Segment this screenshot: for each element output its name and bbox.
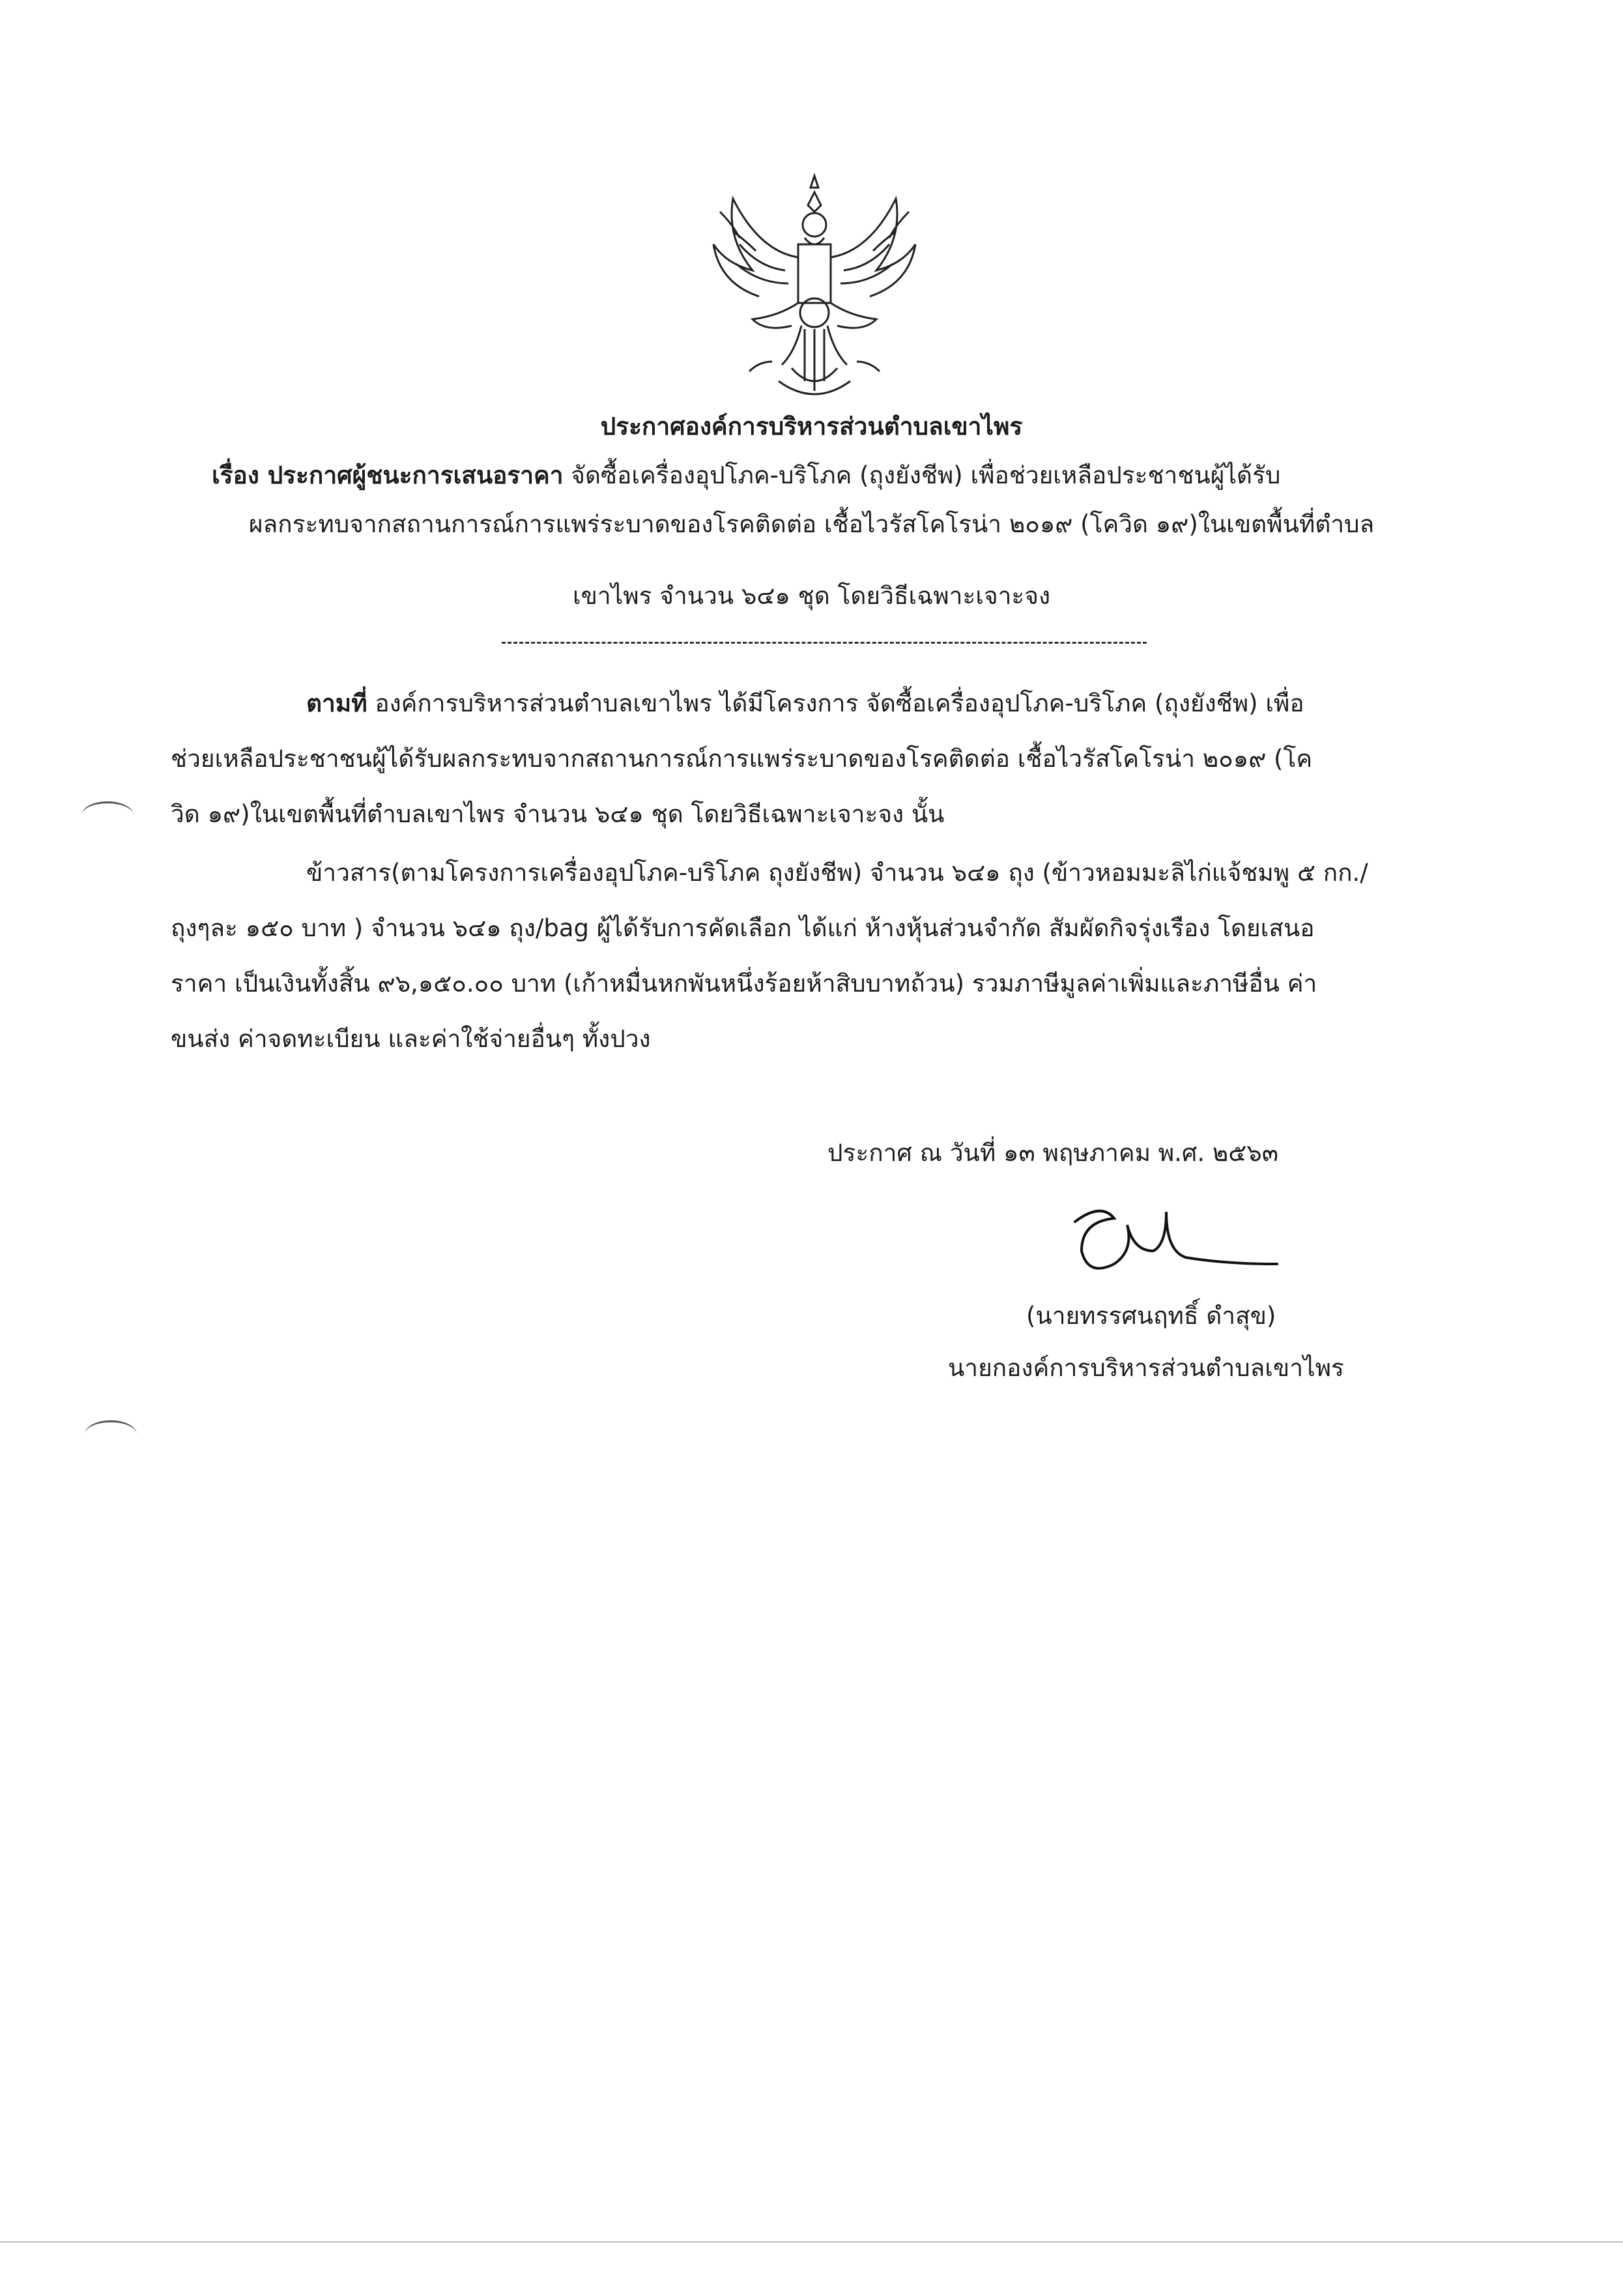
signature-icon (1062, 1196, 1284, 1287)
paragraph-1-line-1-text: องค์การบริหารส่วนตำบลเขาไพร ได้มีโครงการ จัดซื้อเครื่องอุปโภค-บริโภค (ถุงยังชีพ) เพื่อ (375, 689, 1304, 717)
subject-line-1-text: จัดซื้อเครื่องอุปโภค-บริโภค (ถุงยังชีพ) เพื่อช่วยเหลือประชาชนผู้ได้รับ (571, 461, 1281, 489)
subject-line-3: เขาไพร จำนวน ๖๔๑ ชุด โดยวิธีเฉพาะเจาะจง (572, 582, 1051, 610)
paragraph-1-line-1 (306, 687, 1304, 720)
subject-label: เรื่อง ประกาศผู้ชนะการเสนอราคา (212, 461, 564, 489)
subject-line-1 (212, 459, 1280, 492)
paragraph-2-line-2: ถุงๆละ ๑๕๐ บาท ) จำนวน ๖๔๑ ถุง/bag ผู้ได้รับการคัดเลือก ได้แก่ ห้างหุ้นส่วนจำกัด สัมผัดกิจรุ่งเรือง โดยเสนอ (171, 914, 1315, 942)
separator-line (502, 642, 1147, 644)
signatory-name: (นายทรรศนฤทธิ์ ดำสุข) (1026, 1302, 1276, 1330)
signatory-position: นายกองค์การบริหารส่วนตำบลเขาไพร (948, 1354, 1344, 1382)
paragraph-1-line-2: ช่วยเหลือประชาชนผู้ได้รับผลกระทบจากสถานการณ์การแพร่ระบาดของโรคติดต่อ เชื้อไวรัสโคโรน่า ๒๐๑๙ (โค (171, 745, 1313, 773)
subject-line-2: ผลกระทบจากสถานการณ์การแพร่ระบาดของโรคติดต่อ เชื้อไวรัสโคโรน่า ๒๐๑๙ (โควิด ๑๙)ในเขตพื้นที่ตำบล (248, 510, 1375, 538)
announcement-title: ประกาศองค์การบริหารส่วนตำบลเขาไพร (600, 412, 1023, 440)
paragraph-2-line-3: ราคา เป็นเงินทั้งสิ้น ๙๖,๑๕๐.๐๐ บาท (เก้าหมื่นหกพันหนึ่งร้อยห้าสิบบาทถ้วน) รวมภาษีมูลค่าเพิ่มและภาษีอื่น ค่า (171, 969, 1317, 997)
paragraph-1-lead: ตามที่ (306, 689, 367, 717)
hole-punch-mark (85, 1420, 137, 1448)
garuda-emblem-icon (707, 173, 922, 404)
scan-edge-line (0, 2241, 1623, 2243)
paragraph-2-line-1: ข้าวสาร(ตามโครงการเครื่องอุปโภค-บริโภค ถุงยังชีพ) จำนวน ๖๔๑ ถุง (ข้าวหอมมะลิไก่แจ้ชมพู ๕ กก./ (306, 859, 1368, 887)
announce-date: ประกาศ ณ วันที่ ๑๓ พฤษภาคม พ.ศ. ๒๕๖๓ (827, 1139, 1279, 1167)
hole-punch-mark (81, 801, 134, 829)
paragraph-1-line-3: วิด ๑๙)ในเขตพื้นที่ตำบลเขาไพร จำนวน ๖๔๑ ชุด โดยวิธีเฉพาะเจาะจง นั้น (171, 800, 945, 828)
paragraph-2-line-4: ขนส่ง ค่าจดทะเบียน และค่าใช้จ่ายอื่นๆ ทั้งปวง (171, 1025, 651, 1053)
